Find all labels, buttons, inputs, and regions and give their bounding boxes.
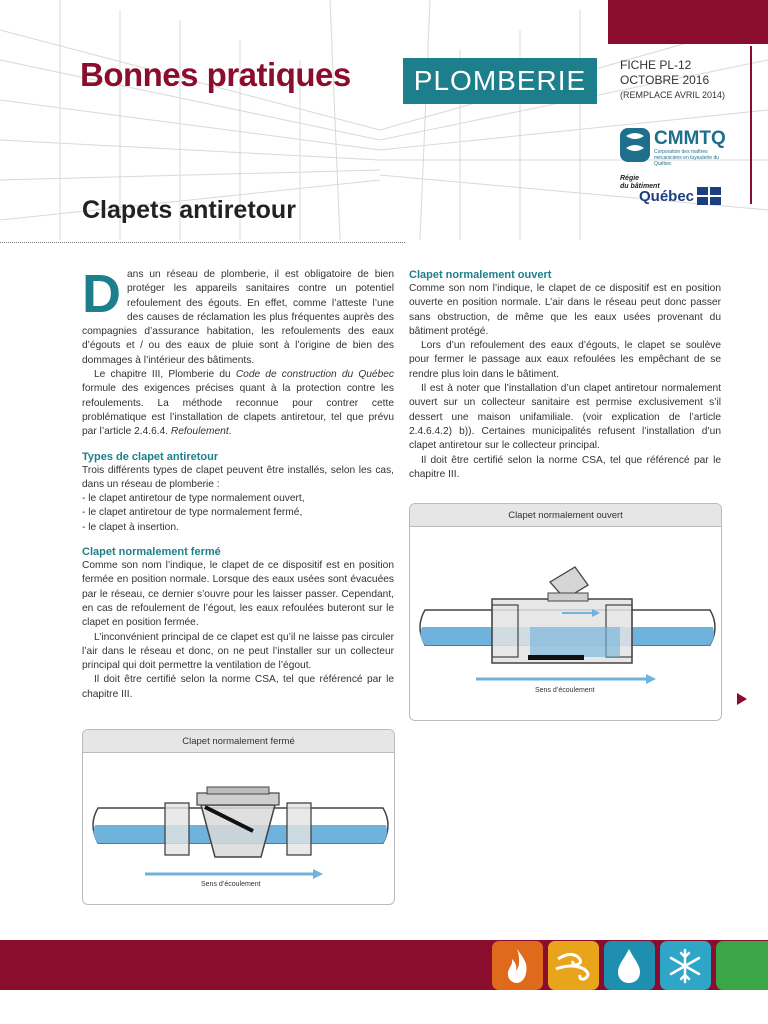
water-drop-icon bbox=[604, 941, 655, 990]
open-flow-label: Sens d’écoulement bbox=[535, 687, 595, 694]
types-list-item: - le clapet antiretour de type normalement fermé, bbox=[82, 507, 303, 519]
open-valve-paragraph-1: Comme son nom l’indique, le clapet de ce dispositif est en position ouverte en position normale. L’air dans le réseau peut donc passer sans obstruction, de même que les eaux usées provenant du bâtiment protégé. bbox=[409, 283, 721, 337]
intro-paragraph-2: Le chapitre III, Plomberie du Code de construction du Québec formule des exigences précises quant à la protection contre les refoulements. La méthode reconnue pour contrer cette problématique est l’installation de clapets antiretour, tel que prévu par l’article 2.4.6.4. Refoulement. bbox=[82, 369, 395, 438]
right-brand-rule bbox=[750, 46, 752, 204]
header-title: Bonnes pratiques bbox=[80, 56, 351, 93]
rbq-line2: du bâtiment bbox=[620, 183, 660, 190]
open-valve-heading: Clapet normalement ouvert bbox=[409, 269, 552, 281]
title-divider bbox=[0, 242, 405, 243]
water-tile bbox=[604, 941, 655, 990]
closed-valve-paragraph-3: Il doit être certifié selon la norme CSA, tel que référencé par le chapitre III. bbox=[82, 674, 394, 700]
rbq-line1: Régie bbox=[620, 175, 640, 182]
open-valve-paragraph-4: Il doit être certifié selon la norme CSA, tel que référencé par le chapitre III. bbox=[409, 454, 721, 480]
intro-paragraph-1: ans un réseau de plomberie, il est obligatoire de bien protéger les appareils sanitaires contre un potentiel refoulement des égouts. En effet, comme l’atteste l’une des causes de réclamation les plus fréquentes auprès des compagnies d’assurance habitation, les refoulements des eaux d’égouts et / ou des eaux de pluie sont à l’origine de bien des dommages à l’intérieur des bâtiments. bbox=[82, 269, 394, 366]
green-tile bbox=[716, 941, 768, 990]
cmmtq-subtitle: Corporation des maîtres mécaniciens en tuyauterie du Québec bbox=[654, 149, 720, 167]
snowflake-icon bbox=[660, 941, 711, 990]
types-list-item: - le clapet à insertion. bbox=[82, 521, 179, 533]
fiche-number: FICHE PL-12 bbox=[620, 58, 692, 72]
types-list-item: - le clapet antiretour de type normalement ouvert, bbox=[82, 493, 305, 505]
flame-icon bbox=[492, 941, 543, 990]
figure-open-valve bbox=[409, 503, 722, 721]
fiche-info bbox=[620, 58, 725, 103]
wind-tile bbox=[548, 941, 599, 990]
closed-valve-heading: Clapet normalement fermé bbox=[82, 546, 221, 559]
closed-valve-paragraph-1: Comme son nom l’indique, le clapet de ce dispositif est en position fermée en position normale. Lorsque des eaux usées sont évacuées par le réseau, ce dernier s’ouvre pour les laisser passer. Cependant, en cas de refoulement de l’égout, les eaux refoulées buteront sur le clapet en position fermée. bbox=[82, 560, 394, 629]
fire-tile bbox=[492, 941, 543, 990]
closed-valve-paragraph-2: L’inconvénient principal de ce clapet est qu’il ne laisse pas circuler l’air dans le réseau et donc, on ne peut l’installer sur un collecteur principal qui doit permettre la ventilation de l’égout. bbox=[82, 631, 394, 672]
closed-flow-label: Sens d’écoulement bbox=[201, 881, 261, 888]
rbq-quebec: Québec bbox=[639, 188, 695, 205]
article-reference: Refoulement bbox=[170, 426, 229, 438]
fiche-replaces: (REMPLACE AVRIL 2014) bbox=[620, 90, 726, 100]
right-column bbox=[409, 268, 721, 482]
figure-closed-valve bbox=[82, 729, 395, 905]
wind-icon bbox=[548, 941, 599, 990]
types-heading: Types de clapet antiretour bbox=[82, 450, 219, 463]
drop-cap: D bbox=[82, 264, 121, 324]
next-page-arrow-icon[interactable] bbox=[736, 692, 748, 706]
figure-closed-title: Clapet normalement fermé bbox=[83, 730, 394, 753]
category-badge: PLOMBERIE bbox=[403, 58, 597, 104]
figure-open-title: Clapet normalement ouvert bbox=[410, 504, 721, 527]
document-title: Clapets antiretour bbox=[82, 196, 296, 224]
types-paragraph: Trois différents types de clapet peuvent être installés, selon les cas, dans un réseau de plomberie : bbox=[82, 464, 394, 490]
open-valve-paragraph-3: Il est à noter que l’installation d’un clapet antiretour normalement ouvert sur un collecteur sanitaire est permise exclusivement s’il dessert une maison unifamiliale. (voir explication de l’article 2.4.6.4.2) b)). Certaines municipalités refusent l’installation d’un clapet antiretour sur le collecteur principal. bbox=[409, 383, 721, 452]
fleur-de-lis-flag-icon bbox=[697, 187, 721, 205]
cmmtq-name: CMMTQ bbox=[654, 128, 726, 149]
code-reference: Code de construction du Québec bbox=[235, 369, 395, 381]
left-column bbox=[82, 264, 395, 702]
fiche-date: OCTOBRE 2016 bbox=[620, 73, 710, 87]
top-brand-bar bbox=[608, 0, 768, 44]
open-valve-paragraph-2: Lors d’un refoulement des eaux d’égouts, le clapet se soulève pour fermer le passage aux eaux refoulées les empêchant de se rendre plus loin dans le bâtiment. bbox=[409, 340, 721, 380]
frost-tile bbox=[660, 941, 711, 990]
